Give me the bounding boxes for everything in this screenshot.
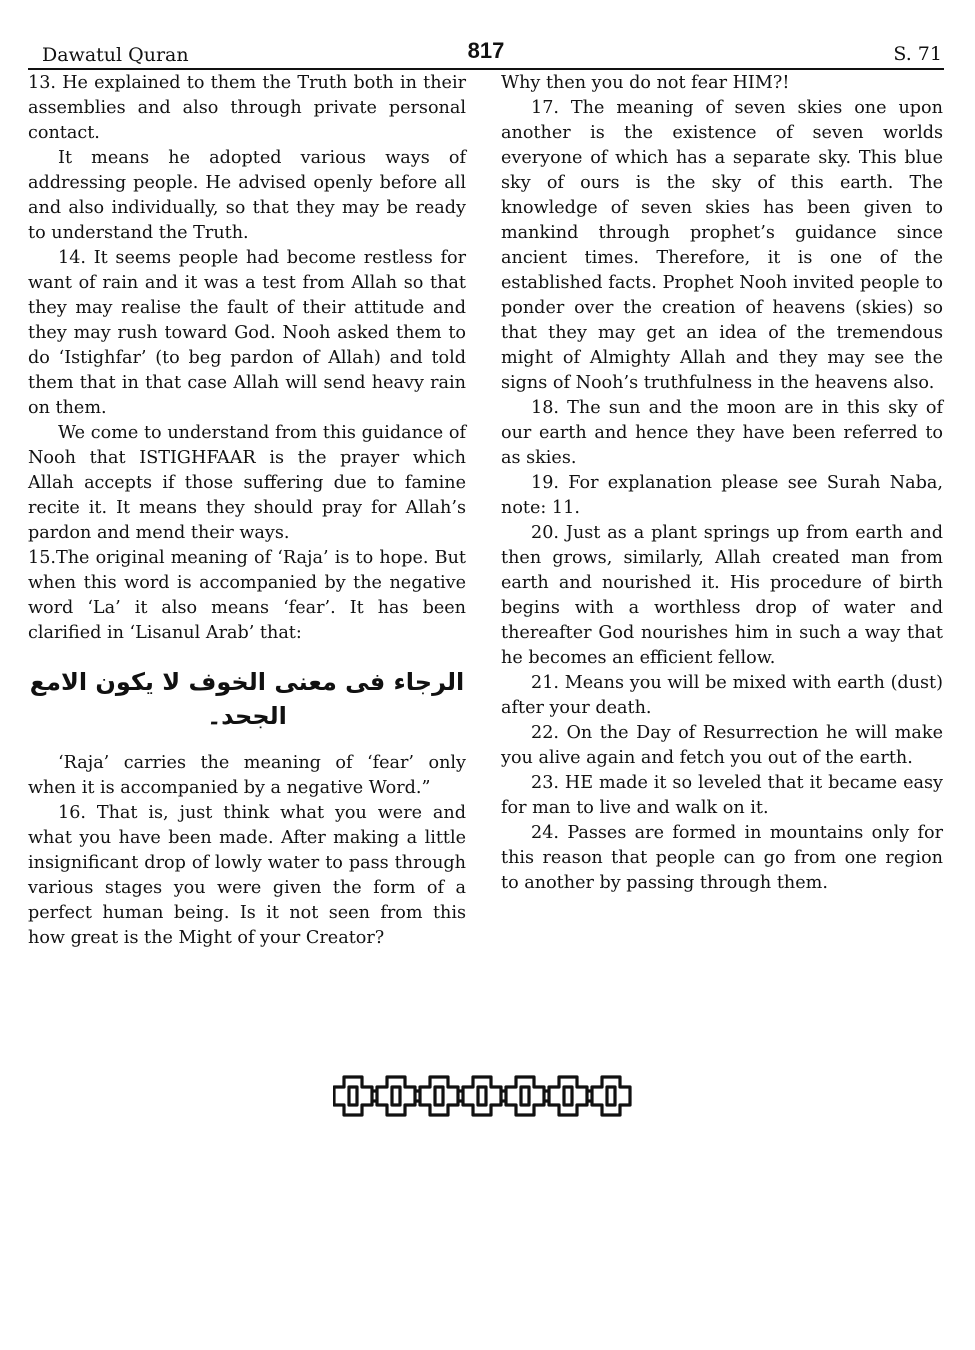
note-15-paragraph: 15.The original meaning of ‘Raja’ is to hope. But when this word is accompanied by the negative word ‘La’ it also means ‘fear’. It has been clarified in ‘Lisanul Arab’ that: xyxy=(28,548,466,643)
raja-meaning-paragraph: ‘Raja’ carries the meaning of ‘fear’ only when it is accompanied by a negative Word.” xyxy=(28,753,466,798)
note-18-paragraph: 18. The sun and the moon are in this sky of our earth and hence they have been referred to as skies. xyxy=(501,398,943,468)
note-17-paragraph: 17. The meaning of seven skies one upon another is the existence of seven worlds everyone of which has a separate sky. This blue sky of ours is the sky of this earth. The knowledge of seven skies has been given to mankind through prophet’s guidance since ancient times. Therefore, it is one of the established facts. Prophet Nooh invited people to ponder over the creation of heavens (skies) so that they may get an idea of the tremendous might of Almighty Allah and they may see the signs of Nooh’s truthfulness in the heavens also. xyxy=(501,98,943,393)
chain-ornament-divider-icon xyxy=(333,1073,633,1119)
note-22-paragraph: 22. On the Day of Resurrection he will make you alive again and fetch you out of the earth. xyxy=(501,723,943,768)
page-header xyxy=(28,38,944,70)
note-21-paragraph: 21. Means you will be mixed with earth (dust) after your death. xyxy=(501,673,943,718)
note-16-paragraph: 16. That is, just think what you were and what you have been made. After making a little insignificant drop of lowly water to pass through various stages you were given the form of a perfect human being. Is it not seen from this how great is the Might of your Creator? xyxy=(28,803,466,948)
right-column xyxy=(501,71,943,896)
note-24-paragraph: 24. Passes are formed in mountains only for this reason that people can go from one region to another by passing through them. xyxy=(501,823,943,893)
note-14-paragraph: 14. It seems people had become restless for want of rain and it was a test from Allah so that they may realise the fault of their attitude and they may rush toward God. Nooh asked them to do ‘Istighfar’ (to beg pardon of Allah) and told them that in that case Allah will send heavy rain on them. xyxy=(28,248,466,418)
note-23-paragraph: 23. HE made it so leveled that it became easy for man to live and walk on it. xyxy=(501,773,943,818)
note-13-paragraph: 13. He explained to them the Truth both in their assemblies and also through private personal contact. xyxy=(28,73,466,143)
left-column xyxy=(28,71,466,951)
note-16-continuation: Why then you do not fear HIM?! xyxy=(501,73,790,93)
arabic-quotation: الرجاء فی معنی الخوف لا یکون الامع الجحد۔ xyxy=(29,668,465,730)
note-19-paragraph: 19. For explanation please see Surah Naba, note: 11. xyxy=(501,473,943,518)
surah-reference: S. 71 xyxy=(893,43,942,65)
book-title: Dawatul Quran xyxy=(42,44,189,66)
istighfaar-paragraph: We come to understand from this guidance of Nooh that ISTIGHFAAR is the prayer which Allah accepts if those suffering due to famine recite it. It means they should pray for Allah’s pardon and mend their ways. xyxy=(28,423,466,543)
note-20-paragraph: 20. Just as a plant springs up from earth and then grows, similarly, Allah created man from earth and nourished it. His procedure of birth begins with a worthless drop of water and thereafter God nourishes him in such a way that he becomes an efficient fellow. xyxy=(501,523,943,668)
note-13-explanation-paragraph: It means he adopted various ways of addressing people. He advised openly before all and also individually, so that they may be ready to understand the Truth. xyxy=(28,148,466,243)
page-number: 817 xyxy=(467,38,505,63)
